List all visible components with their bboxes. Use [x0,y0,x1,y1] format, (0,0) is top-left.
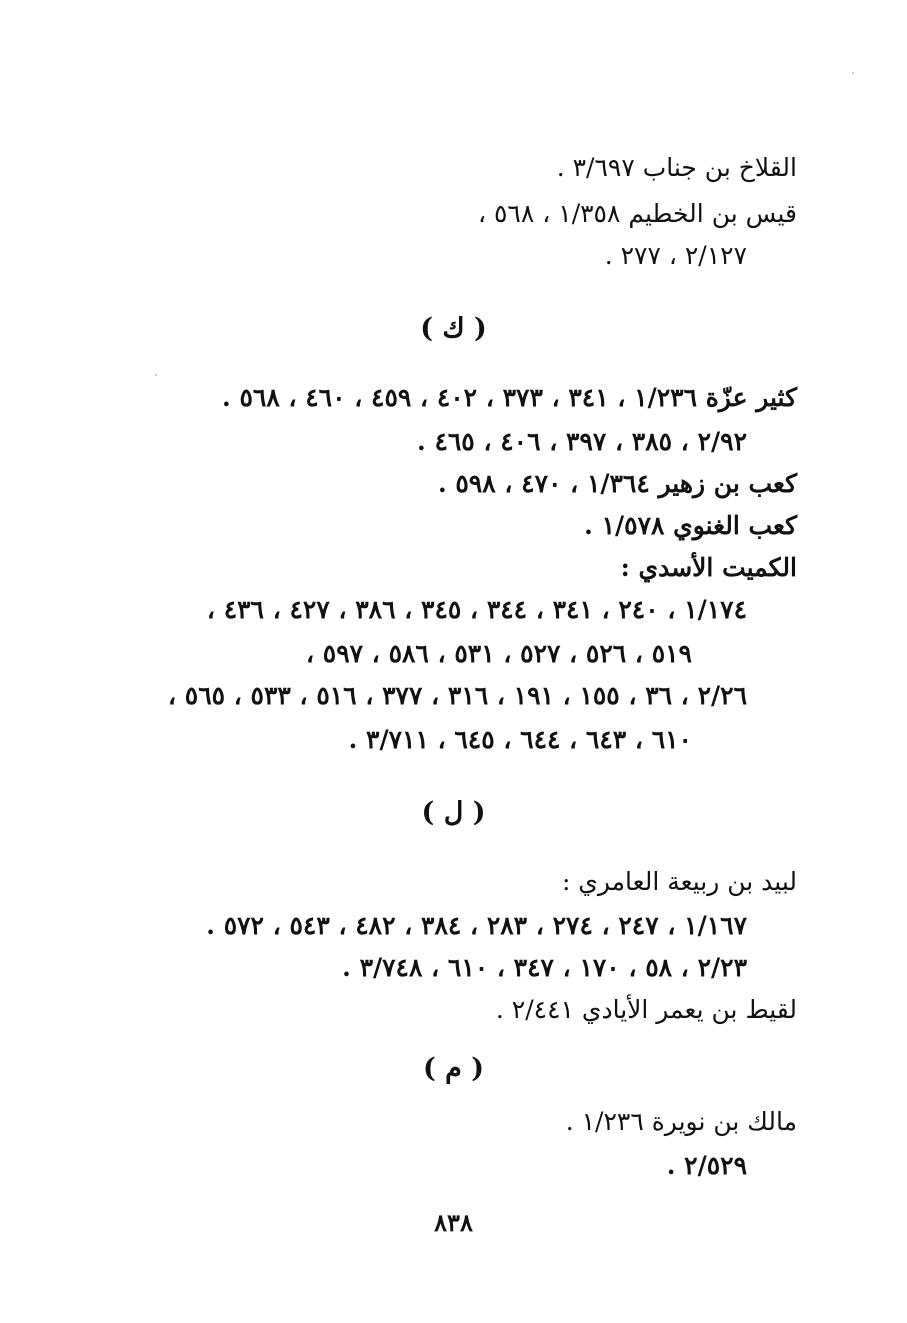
scan-speck [155,374,157,376]
entry-labid-vol1: ١/١٦٧ ، ٢٤٧ ، ٢٧٤ ، ٢٨٣ ، ٣٨٤ ، ٤٨٢ ، ٥٤٣ ، ٥٧٢ . [206,911,747,940]
entry-labid-bin-rabia: لبيد بن ربيعة العامري : [561,867,797,896]
entry-labid-vol2: ٢/٢٣ ، ٥٨ ، ١٧٠ ، ٣٤٧ ، ٦١٠ ، ٣/٧٤٨ . [342,953,747,982]
entry-kumayt-vol1-continued: ٥١٩ ، ٥٢٦ ، ٥٢٧ ، ٥٣١ ، ٥٨٦ ، ٥٩٧ ، [306,639,692,668]
entry-malik-bin-nuwayra: مالك بن نويرة ١/٢٣٦ . [565,1107,797,1136]
entry-kumayt-vol2: ٢/٢٦ ، ٣٦ ، ١٥٥ ، ١٩١ ، ٣١٦ ، ٣٧٧ ، ٥١٦ ، ٥٣٣ ، ٥٦٥ ، [167,681,747,710]
entry-kab-bin-zuhayr: كعب بن زهير ١/٣٦٤ ، ٤٧٠ ، ٥٩٨ . [437,469,797,498]
entry-al-kumayt-al-asadi: الكميت الأسدي : [620,553,797,582]
section-heading-kaf: ( ك ) [420,313,487,344]
entry-qallakh: القلاخ بن جناب ٣/٦٩٧ . [556,153,797,182]
entry-kuthayyir-continued: ٢/٩٢ ، ٣٨٥ ، ٣٩٧ ، ٤٠٦ ، ٤٦٥ . [417,427,747,456]
entry-kab-al-ghanawi: كعب الغنوي ١/٥٧٨ . [584,511,797,540]
entry-qays-continued: ٢/١٢٧ ، ٢٧٧ . [604,241,747,270]
entry-kuthayyir-azza: كثير عزّة ١/٢٣٦ ، ٣٤١ ، ٣٧٣ ، ٤٠٢ ، ٤٥٩ ، ٤٦٠ ، ٥٦٨ . [222,383,797,412]
entry-malik-continued: ٢/٥٢٩ . [666,1151,747,1180]
entry-qays-bin-al-khatim: قيس بن الخطيم ١/٣٥٨ ، ٥٦٨ ، [477,199,797,228]
entry-kumayt-vol2-continued: ٦١٠ ، ٦٤٣ ، ٦٤٤ ، ٦٤٥ ، ٣/٧١١ . [348,725,692,754]
scan-speck [852,72,854,74]
section-heading-mim: ( م ) [422,1053,485,1084]
entry-laqit-bin-yamar: لقيط بن يعمر الأيادي ٢/٤٤١ . [495,995,797,1024]
section-heading-lam: ( ل ) [421,797,486,828]
entry-kumayt-vol1: ١/١٧٤ ، ٢٤٠ ، ٣٤١ ، ٣٤٤ ، ٣٤٥ ، ٣٨٦ ، ٤٢٧ ، ٤٣٦ ، [206,595,747,624]
page-number: ٨٣٨ [434,1208,473,1237]
